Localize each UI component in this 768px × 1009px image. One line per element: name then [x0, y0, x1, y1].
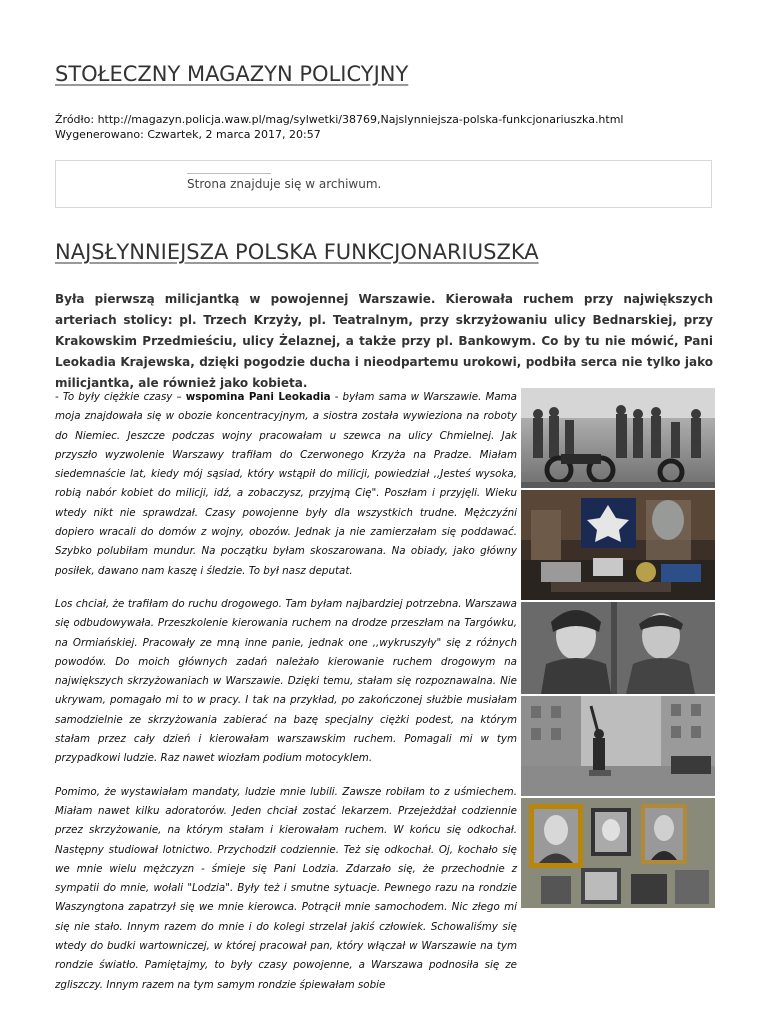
- article-title[interactable]: NAJSŁYNNIEJSZA POLSKA FUNKCJONARIUSZKA: [55, 240, 539, 264]
- photo-column: [521, 388, 715, 910]
- archive-notice: [55, 160, 712, 208]
- archive-message: Strona znajduje się w archiwum.: [187, 177, 382, 191]
- generated-date: Wygenerowano: Czwartek, 2 marca 2017, 20:57: [55, 128, 321, 141]
- article-paragraph-3: Pomimo, że wystawiałam mandaty, ludzie mnie lubili. Zawsze robiłam to z uśmiechem. Miałam nawet kilku adoratorów. Jeden chciał zostać lekarzem. Przejeżdżał codziennie przez skrzyżowanie, na którym stałam i kierowałam ruchem. W końcu się odkochał. Następny studiował lotnictwo. Przychodził codziennie. Też się odkochał. Oj, kochało się we mnie wielu mężczyzn - śmieje się Pani Lodzia. Zdarzało się, że przechodnie z sympatii do mnie, wołali "Lodzia". Były też i smutne sytuacje. Pewnego razu na rondzie Waszyngtona zapatrzył się we mnie kierowca. Potrącił mnie samochodem. Nic złego mi się nie stało. Innym razem do mnie i do kolegi strzelał jakiś człowiek. Schowaliśmy się wtedy do budki wartowniczej, w której pracował pan, który włączał w Warszawie na tym rondzie światło. Pamiętajmy, to były czasy powojenne, a Warszawa podnosiła się ze zgliszczy. Innym razem na tym samym rondzie śpiewałam sobie: [55, 785, 517, 991]
- photo-wall-frames[interactable]: [521, 798, 715, 908]
- photo-memorabilia[interactable]: [521, 490, 715, 600]
- photo-officers-portrait[interactable]: [521, 602, 715, 694]
- article-paragraph-1: - To były ciężkie czasy – wspomina Pani Leokadia - byłam sama w Warszawie. Mama moja znajdowała się w obozie koncentracyjnym, a siostra została wywieziona na roboty do Niemiec. Jeszcze podczas wojny pracowałam u szewca na ulicy Chmielnej. Jak przyszło wyzwolenie Warszawy trafiłam do Czerwonego Krzyża na Pradze. Miałam siedemnaście lat, kiedy mój sąsiad, który wstąpił do milicji, powiedział ,,Jesteś wysoka, robią nabór kobiet do milicji, idź, a zobaczysz, przyjmą Cię". Poszłam i przyjęli. Wieku wtedy nikt nie sprawdzał. Czasy powojenne były dla wszystkich trudne. Mężczyźni dopiero wracali do domów z wojny, obozów. Jednak ja nie zamierzałam się poddawać. Szybko polubiłam mundur. Na początku byłam skoszarowana. Na obiady, jako główny posiłek, dawano nam kaszę i śledzie. To był nasz deputat.: [55, 391, 517, 577]
- archive-divider: [187, 173, 271, 174]
- source-url: Źródło: http://magazyn.policja.waw.pl/mag/sylwetki/38769,Najslynniejsza-polska-funkcjonariuszka.html: [55, 113, 624, 126]
- document-meta: [55, 112, 624, 142]
- quote-attribution: wspomina Pani Leokadia: [185, 391, 331, 403]
- article-paragraph-2: Los chciał, że trafiłam do ruchu drogowego. Tam byłam najbardziej potrzebna. Warszawa się odbudowywała. Przeszkolenie kierowania ruchem na drodze przeszłam na Targówku, na Ormiańskiej. Pracowały ze mną inne panie, jednak one ,,wykruszyły" się z różnych powodów. Do moich głównych zadań należało kierowanie ruchem drogowym na największych skrzyżowaniach w Warszawie. Dzięki temu, stałam się rozpoznawalna. Nie ukrywam, pomagało mi to w pracy. I tak na przykład, po zakończonej służbie musiałam samodzielnie ze skrzyżowania zabierać na bazę specjalny ciężki podest, na którym stałam przez cały dzień i kierowałam warszawskim ruchem. Pomagali mi w tym przypadkowi ludzie. Raz nawet wiozłam podium motocyklem.: [55, 597, 517, 765]
- photo-motorcycle-group[interactable]: [521, 388, 715, 488]
- article-lead: Była pierwszą milicjantką w powojennej Warszawie. Kierowała ruchem przy największych arteriach stolicy: pl. Trzech Krzyży, pl. Teatralnym, przy skrzyżowaniu ulicy Bednarskiej, przy Krakowskim Przedmieściu, ulicy Żelaznej, a także przy pl. Bankowym. Co by tu nie mówić, Pani Leokadia Krajewska, dzięki pogodzie ducha i nieodpartemu urokowi, podbiła serca nie tylko jako milicjantka, ale również jako kobieta.: [55, 292, 713, 390]
- article-body: [55, 388, 517, 1009]
- photo-traffic-control[interactable]: [521, 696, 715, 796]
- site-title[interactable]: STOŁECZNY MAGAZYN POLICYJNY: [55, 62, 409, 86]
